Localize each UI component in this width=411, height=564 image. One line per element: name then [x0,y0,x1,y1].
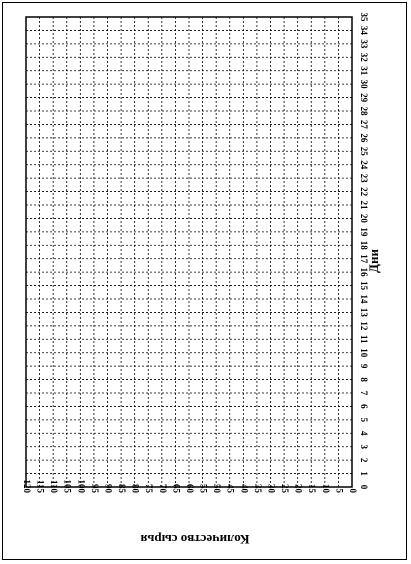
y-tick-label: 25 [280,484,291,493]
y-tick-label: 65 [171,484,182,493]
x-tick-label: 10 [358,348,369,358]
y-tick-label: 50 [212,484,223,493]
y-tick-label: 100 [76,479,87,493]
x-tick-label: 15 [358,281,369,291]
y-axis-label: Количество сырья [140,532,250,547]
y-tick-label: 15 [307,484,318,493]
y-tick-label: 115 [35,479,46,493]
y-tick-label: 105 [62,479,73,493]
y-tick-label: 80 [130,484,141,493]
x-tick-label: 16 [358,267,369,277]
x-tick-label: 1 [358,471,369,476]
y-tick-label: 0 [347,488,358,493]
x-tick-label: 7 [358,390,369,396]
x-tick-label: 32 [358,52,369,62]
x-tick-label: 18 [358,240,369,250]
y-tick-label: 70 [157,484,168,493]
x-tick-label: 27 [358,119,369,129]
y-tick-label: 10 [320,484,331,493]
x-tick-label: 26 [358,133,369,143]
x-tick-label: 0 [358,484,369,490]
x-tick-label: 23 [358,173,369,183]
x-tick-label: 14 [358,294,369,304]
y-tick-label: 40 [239,484,250,493]
x-tick-label: 3 [358,444,369,449]
x-axis-label: Дни [366,249,381,273]
x-tick-label: 13 [358,307,369,317]
x-tick-label: 34 [358,25,369,35]
x-tick-label: 29 [358,93,369,103]
y-tick-label: 85 [117,484,128,493]
plot-area [26,17,352,487]
x-tick-label: 2 [358,457,369,463]
x-tick-label: 19 [358,227,369,237]
x-tick-label: 35 [358,12,369,22]
x-tick-label: 28 [358,106,369,116]
chart [3,3,408,561]
y-tick-label: 30 [266,484,277,493]
x-tick-label: 8 [358,377,369,382]
x-tick-label: 11 [358,335,369,344]
y-tick-label: 110 [49,479,60,493]
y-tick-label: 45 [225,484,236,493]
y-tick-label: 60 [184,484,195,493]
x-tick-label: 9 [358,363,369,369]
y-tick-label: 90 [103,484,114,493]
x-tick-label: 33 [358,39,369,49]
chart-frame [2,2,407,560]
x-tick-label: 5 [358,417,369,423]
y-tick-label: 55 [198,484,209,493]
x-tick-label: 6 [358,404,369,409]
y-axis-ticks [22,480,358,494]
y-tick-label: 5 [334,488,345,493]
x-tick-label: 20 [358,213,369,223]
plot-border [26,17,352,487]
grid [26,17,352,487]
x-tick-label: 4 [358,431,369,436]
x-tick-label: 17 [358,254,369,264]
y-tick-label: 75 [144,484,155,493]
x-tick-label: 31 [358,66,369,76]
x-tick-label: 30 [358,79,369,89]
x-tick-label: 24 [358,160,369,170]
x-tick-label: 21 [358,200,369,210]
y-tick-label: 95 [89,484,100,493]
y-tick-label: 120 [21,479,32,493]
x-tick-label: 25 [358,146,369,156]
y-tick-label: 35 [252,484,263,493]
y-tick-label: 20 [293,484,304,493]
x-tick-label: 12 [358,321,369,331]
x-tick-label: 22 [358,187,369,197]
